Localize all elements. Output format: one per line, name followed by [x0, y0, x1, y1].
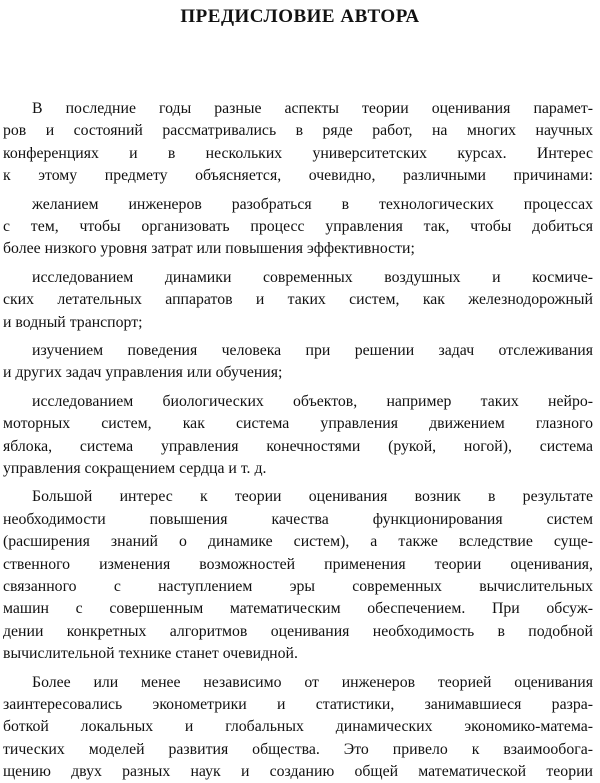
text-line: связанного с наступлением эры современных вычислительных	[3, 578, 593, 595]
text-line: к этому предмету объясняется, очевидно, различными причинами:	[3, 167, 593, 185]
text-line: (расширения знаний о динамике систем), а также вследствие суще-	[3, 533, 593, 551]
text-line: тических моделей развития общества. Это привело к взаимообога-	[3, 740, 593, 758]
text-line: необходимости повышения качества функционирования систем	[3, 510, 593, 528]
text-line: заинтересовались эконометрики и статистики, занимавшиеся разра-	[3, 696, 593, 713]
text-line: боткой локальных и глобальных динамических экономико-матема-	[3, 718, 593, 736]
text-line: вычислительной технике станет очевидной.	[3, 645, 298, 663]
text-line: щению двух разных наук и созданию общей математической теории	[3, 763, 593, 781]
text-line: и водный транспорт;	[3, 313, 143, 331]
text-line: дении конкретных алгоритмов оценивания необходимость в подобной	[3, 622, 593, 640]
text-line: исследованием биологических объектов, например таких нейро-	[32, 392, 593, 410]
text-line: яблока, система управления конечностями (рукой, ногой), система	[3, 437, 593, 455]
text-line: машин с совершенным математическим обеспечением. При обсуж-	[3, 600, 593, 618]
text-line: с тем, чтобы организовать процесс управления так, чтобы добиться	[3, 218, 593, 235]
text-line: исследованием динамики современных воздушных и космиче-	[32, 268, 593, 286]
text-line: ских летательных аппаратов и таких систем, как железнодорожный	[3, 291, 593, 309]
page-title: ПРЕДИСЛОВИЕ АВТОРА	[180, 6, 420, 27]
text-line: и других задач управления или обучения;	[3, 364, 283, 382]
text-line: конференциях и в нескольких университетских курсах. Интерес	[3, 144, 593, 162]
text-line: изучением поведения человека при решении задач отслеживания	[32, 342, 593, 359]
text-line: моторных систем, как система управления движением глазного	[3, 415, 593, 433]
text-line: В последние годы разные аспекты теории оценивания парамет-	[32, 100, 593, 117]
text-line: ственного изменения возможностей применения теории оценивания,	[3, 555, 593, 573]
text-line: Большой интерес к теории оценивания возник в результате	[32, 488, 593, 506]
text-line: более низкого уровня затрат или повышения эффективности;	[3, 240, 415, 258]
text-line: ров и состояний рассматривались в ряде работ, на многих научных	[3, 122, 593, 140]
text-line: управления сокращением сердца и т. д.	[3, 460, 267, 477]
text-line: Более или менее независимо от инженеров теорией оценивания	[32, 673, 593, 691]
text-line: желанием инженеров разобраться в технологических процессах	[32, 195, 593, 213]
